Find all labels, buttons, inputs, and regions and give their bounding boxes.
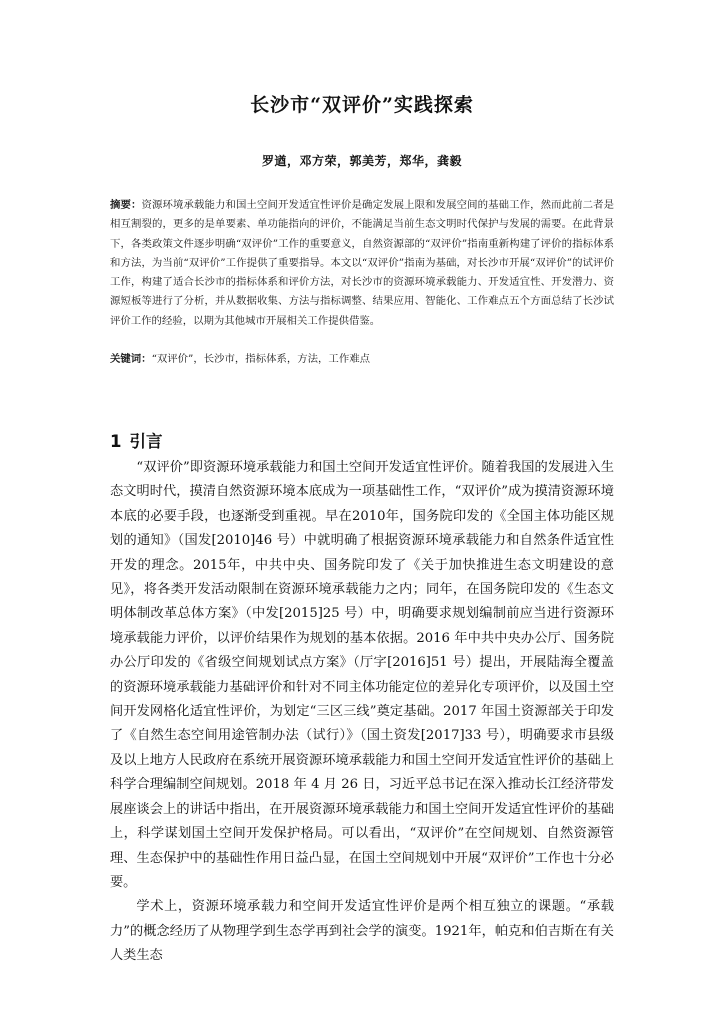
keywords-text: “双评价”，长沙市，指标体系，方法，工作难点	[151, 353, 370, 365]
author-list: 罗遒，邓方荣，郭美芳，郑华，龚毅	[261, 154, 462, 168]
section-title: 引言	[129, 432, 163, 451]
abstract	[110, 196, 614, 331]
abstract-label: 摘要：	[110, 199, 142, 211]
body-text	[110, 456, 614, 969]
paragraph: 学术上，资源环境承载力和空间开发适宜性评价是两个相互独立的课题。“承载力”的概念经历了从物理学到生态学再到社会学的演变。1921年，帕克和伯吉斯在有关人类生态	[110, 899, 614, 964]
abstract-text: 资源环境承载能力和国土空间开发适宜性评价是确定发展上限和发展空间的基础工作，然而此前二者是相互割裂的，更多的是单要素、单功能指向的评价，不能满足当前生态文明时代保护与发展的需要。在此背景下，各类政策文件逐步明确“双评价”工作的重要意义，自然资源部的“双评价”指南重新构建了评价的指标体系和方法，为当前“双评价”工作提供了重要指导。本文以“双评价”指南为基础，对长沙市开展“双评价”的试评价工作，构建了适合长沙市的指标体系和评价方法，对长沙市的资源环境承载能力、开发适宜性、开发潜力、资源短板等进行了分析，并从数据收集、方法与指标调整、结果应用、智能化、工作难点五个方面总结了长沙试评价工作的经验，以期为其他城市开展相关工作提供借鉴。	[110, 199, 615, 327]
section-heading	[110, 428, 162, 452]
paragraph: “双评价”即资源环境承载能力和国土空间开发适宜性评价。随着我国的发展进入生态文明时代，摸清自然资源环境本底成为一项基础性工作，“双评价”成为摸清资源环境本底的必要手段，也逐渐受到重视。早在2010年，国务院印发的《全国主体功能区规划的通知》（国发[2010]46 号）中就明确了根据资源环境承载能力和自然条件适宜性开发的理念。2015年，中共中央、国务院印发了《关于加快推进生态文明建设的意见》，将各类开发活动限制在资源环境承载能力之内；同年，在国务院印发的《生态文明体制改革总体方案》（中发[2015]25 号）中，明确要求规划编制前应当进行资源环境承载能力评价，以评价结果作为规划的基本依据。2016 年中共中央办公厅、国务院办公厅印发的《省级空间规划试点方案》（厅字[2016]51 号）提出，开展陆海全覆盖的资源环境承载能力基础评价和针对不同主体功能定位的差异化专项评价，以及国土空间开发网格化适宜性评价，为划定“三区三线”奠定基础。2017 年国土资源部关于印发了《自然生态空间用途管制办法（试行）》（国土资发[2017]33 号），明确要求市县级及以上地方人民政府在系统开展资源环境承载能力和国土空间开发适宜性评价的基础上科学合理编制空间规划。2018 年 4 月 26 日，习近平总书记在深入推动长江经济带发展座谈会上的讲话中指出，在开展资源环境承载能力和国土空间开发适宜性评价的基础上，科学谋划国土空间开发保护格局。可以看出，“双评价”在空间规划、自然资源管理、生态保护中的基础性作用日益凸显，在国土空间规划中开展“双评价”工作也十分必要。	[110, 460, 614, 890]
keywords-label: 关键词：	[110, 353, 152, 365]
paper-title: 长沙市“双评价”实践探索	[250, 94, 474, 116]
keywords	[110, 350, 614, 369]
section-number: 1	[110, 432, 122, 451]
